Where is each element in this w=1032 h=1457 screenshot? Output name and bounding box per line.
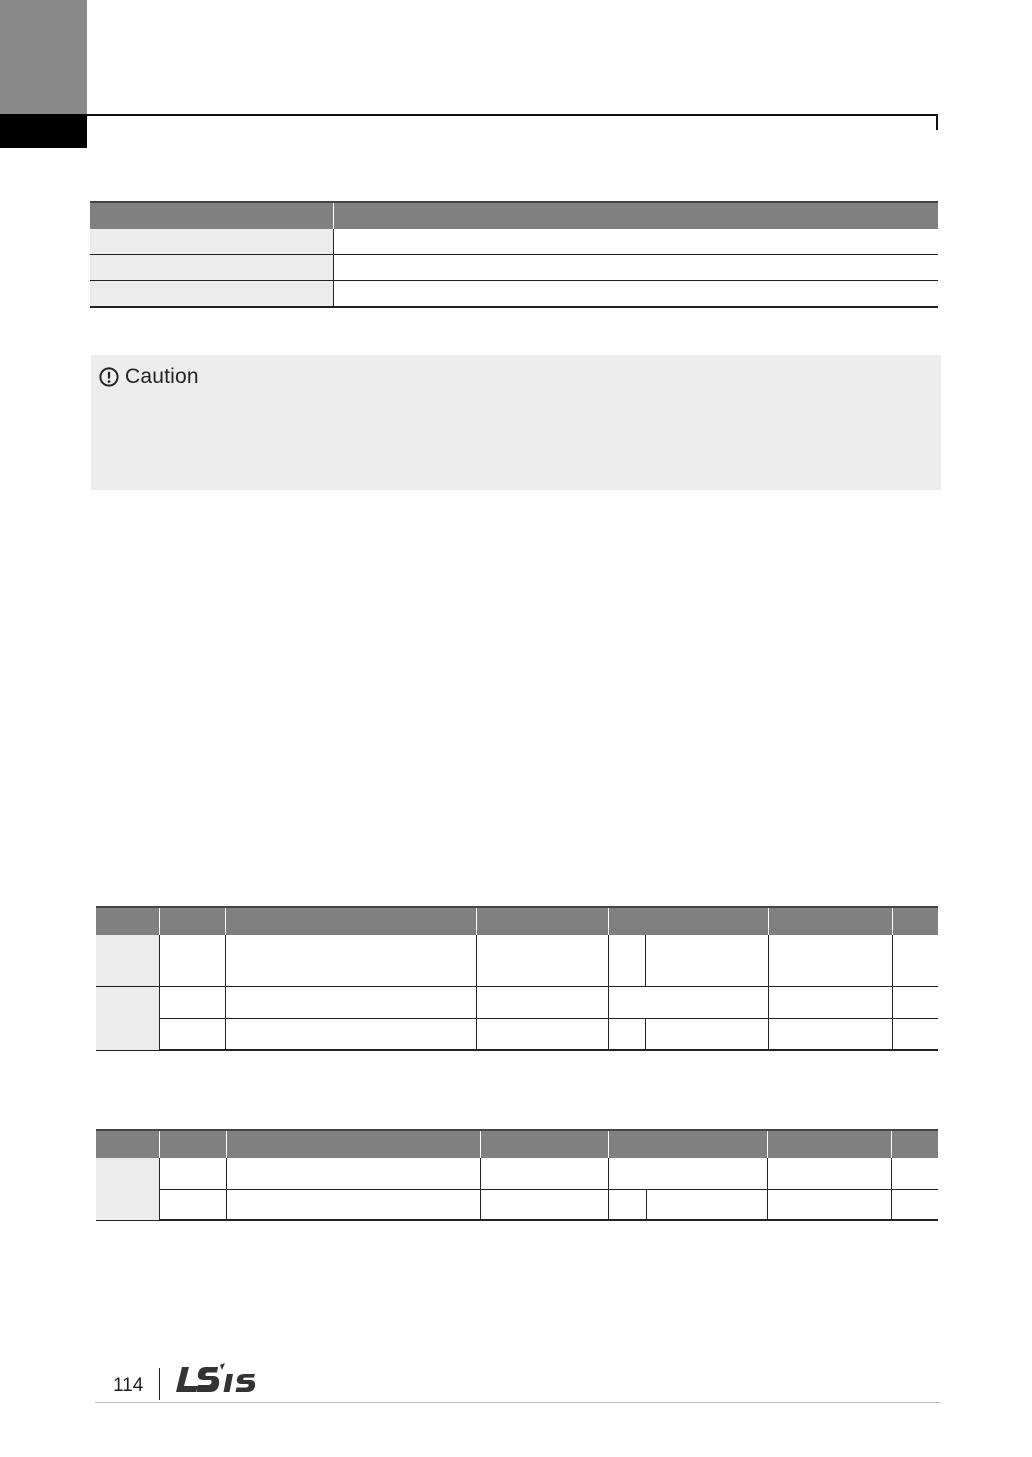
table-cell bbox=[476, 935, 608, 986]
table-cell bbox=[892, 986, 938, 1018]
table-cell bbox=[768, 986, 892, 1018]
table-cell bbox=[645, 935, 768, 986]
table-cell bbox=[480, 1189, 608, 1220]
table-row bbox=[96, 986, 938, 1018]
footer-rule bbox=[95, 1402, 940, 1403]
header-cell bbox=[225, 907, 476, 935]
table-row bbox=[90, 255, 938, 281]
table-cell bbox=[159, 986, 225, 1018]
table-cell bbox=[476, 1018, 608, 1050]
header-cell bbox=[608, 907, 768, 935]
table-header-row bbox=[96, 1130, 938, 1158]
caution-box bbox=[91, 355, 941, 490]
table-cell bbox=[159, 1018, 225, 1050]
group-cell bbox=[96, 986, 159, 1050]
header-cell bbox=[226, 1130, 480, 1158]
table-row bbox=[90, 281, 938, 308]
caution-header bbox=[99, 365, 199, 389]
exclamation-circle-icon bbox=[99, 367, 119, 387]
table-cell bbox=[225, 1018, 476, 1050]
header-cell bbox=[90, 202, 333, 229]
header-cell bbox=[608, 1130, 767, 1158]
table-row bbox=[96, 1189, 938, 1220]
chapter-tab bbox=[0, 0, 87, 114]
row-label-cell bbox=[90, 281, 333, 308]
header-cell bbox=[96, 907, 159, 935]
header-cell bbox=[480, 1130, 608, 1158]
row-label-cell bbox=[90, 229, 333, 255]
settings-table bbox=[90, 201, 938, 308]
table-cell bbox=[767, 1189, 891, 1220]
table-cell bbox=[767, 1158, 891, 1189]
table-row bbox=[96, 1018, 938, 1050]
table-cell bbox=[646, 1189, 767, 1220]
table-cell bbox=[159, 935, 225, 986]
table-cell bbox=[226, 1158, 480, 1189]
table-cell bbox=[892, 1018, 938, 1050]
header-cell bbox=[159, 907, 225, 935]
header-cell bbox=[159, 1130, 226, 1158]
table-cell bbox=[645, 1018, 768, 1050]
header-cell bbox=[333, 202, 938, 229]
group-cell bbox=[96, 1158, 159, 1220]
row-value-cell bbox=[333, 281, 938, 308]
table-cell bbox=[768, 935, 892, 986]
header-cell bbox=[96, 1130, 159, 1158]
table-cell bbox=[891, 1189, 938, 1220]
row-value-cell bbox=[333, 229, 938, 255]
table-cell bbox=[225, 986, 476, 1018]
table-cell bbox=[159, 1189, 226, 1220]
table-cell bbox=[892, 935, 938, 986]
table-row bbox=[90, 229, 938, 255]
header-cell bbox=[892, 907, 938, 935]
caution-title: Caution bbox=[125, 365, 199, 388]
header-cell bbox=[476, 907, 608, 935]
parameter-table bbox=[96, 1129, 938, 1221]
table-cell bbox=[608, 935, 645, 986]
row-value-cell bbox=[333, 255, 938, 281]
table-cell bbox=[768, 1018, 892, 1050]
group-cell bbox=[96, 935, 159, 986]
parameter-table bbox=[96, 906, 938, 1051]
chapter-tab-marker bbox=[0, 114, 87, 148]
header-cell bbox=[767, 1130, 891, 1158]
table-header-row bbox=[90, 202, 938, 229]
table-cell bbox=[476, 986, 608, 1018]
table-row bbox=[96, 935, 938, 986]
table-cell bbox=[608, 986, 768, 1018]
ls-is-logo bbox=[176, 1362, 260, 1396]
header-rule-end bbox=[936, 114, 938, 130]
table-cell bbox=[159, 1158, 226, 1189]
table-cell bbox=[608, 1158, 767, 1189]
page-number: 114 bbox=[113, 1375, 144, 1396]
table-cell bbox=[225, 935, 476, 986]
table-header-row bbox=[96, 907, 938, 935]
header-rule bbox=[87, 114, 938, 116]
row-label-cell bbox=[90, 255, 333, 281]
header-cell bbox=[768, 907, 892, 935]
table-row bbox=[96, 1158, 938, 1189]
table-cell bbox=[608, 1189, 646, 1220]
header-cell bbox=[891, 1130, 938, 1158]
footer-divider bbox=[159, 1368, 160, 1400]
table-cell bbox=[891, 1158, 938, 1189]
table-cell bbox=[226, 1189, 480, 1220]
table-cell bbox=[608, 1018, 645, 1050]
table-cell bbox=[480, 1158, 608, 1189]
